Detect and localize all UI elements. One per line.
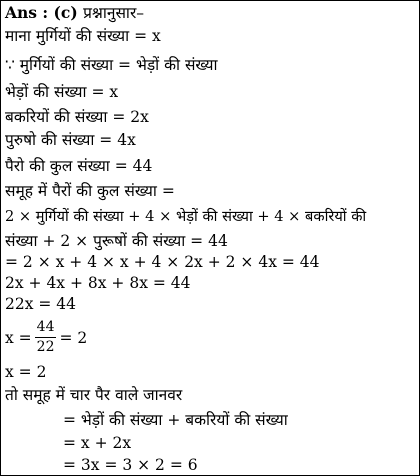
solution-line: 2x + 4x + 8x + 8x = 44	[5, 274, 191, 292]
fraction-equation	[5, 319, 87, 356]
fraction-numerator: 44	[35, 319, 57, 338]
solution-line: 2 × मुर्गियों की संख्या + 4 × भेड़ों की संख्या + 4 × बकरियों की	[5, 208, 367, 225]
solution-line: 22x = 44	[5, 295, 77, 313]
fraction-rhs: = 2	[59, 328, 88, 347]
fraction-denominator: 22	[36, 339, 55, 355]
solution-line: पैरो की कुल संख्या = 44	[5, 157, 153, 175]
solution-line: बकरियों की संख्या = 2x	[5, 108, 149, 126]
answer-option: (c)	[53, 3, 78, 22]
conclusion-line: x = 2	[5, 363, 47, 381]
solution-line: समूह में पैरों की कुल संख्या =	[5, 182, 175, 200]
solution-line: पुरुषो की संख्या = 4x	[5, 131, 136, 149]
solution-line: ∵ मुर्गियों की संख्या = भेड़ों की संख्या	[5, 56, 218, 74]
fraction	[35, 319, 57, 356]
conclusion-line: तो समूह में चार पैर वाले जानवर	[5, 386, 183, 404]
step-line: = भेड़ों की संख्या + बकरियों की संख्या	[63, 411, 288, 429]
fraction-lhs: x =	[5, 328, 32, 347]
step-line: = 3x = 3 × 2 = 6	[63, 456, 198, 474]
solution-line: भेड़ों की संख्या = x	[5, 83, 119, 101]
answer-label: Ans :	[5, 3, 49, 22]
solution-line: संख्या + 2 × पुरूषों की संख्या = 44	[5, 232, 228, 250]
answer-heading-line	[5, 3, 144, 23]
answer-heading: प्रश्नानुसार–	[83, 4, 145, 22]
solution-line: माना मुर्गियों की संख्या = x	[5, 27, 161, 45]
solution-line: = 2 × x + 4 × x + 4 × 2x + 2 × 4x = 44	[5, 253, 320, 271]
step-line: = x + 2x	[63, 434, 132, 452]
